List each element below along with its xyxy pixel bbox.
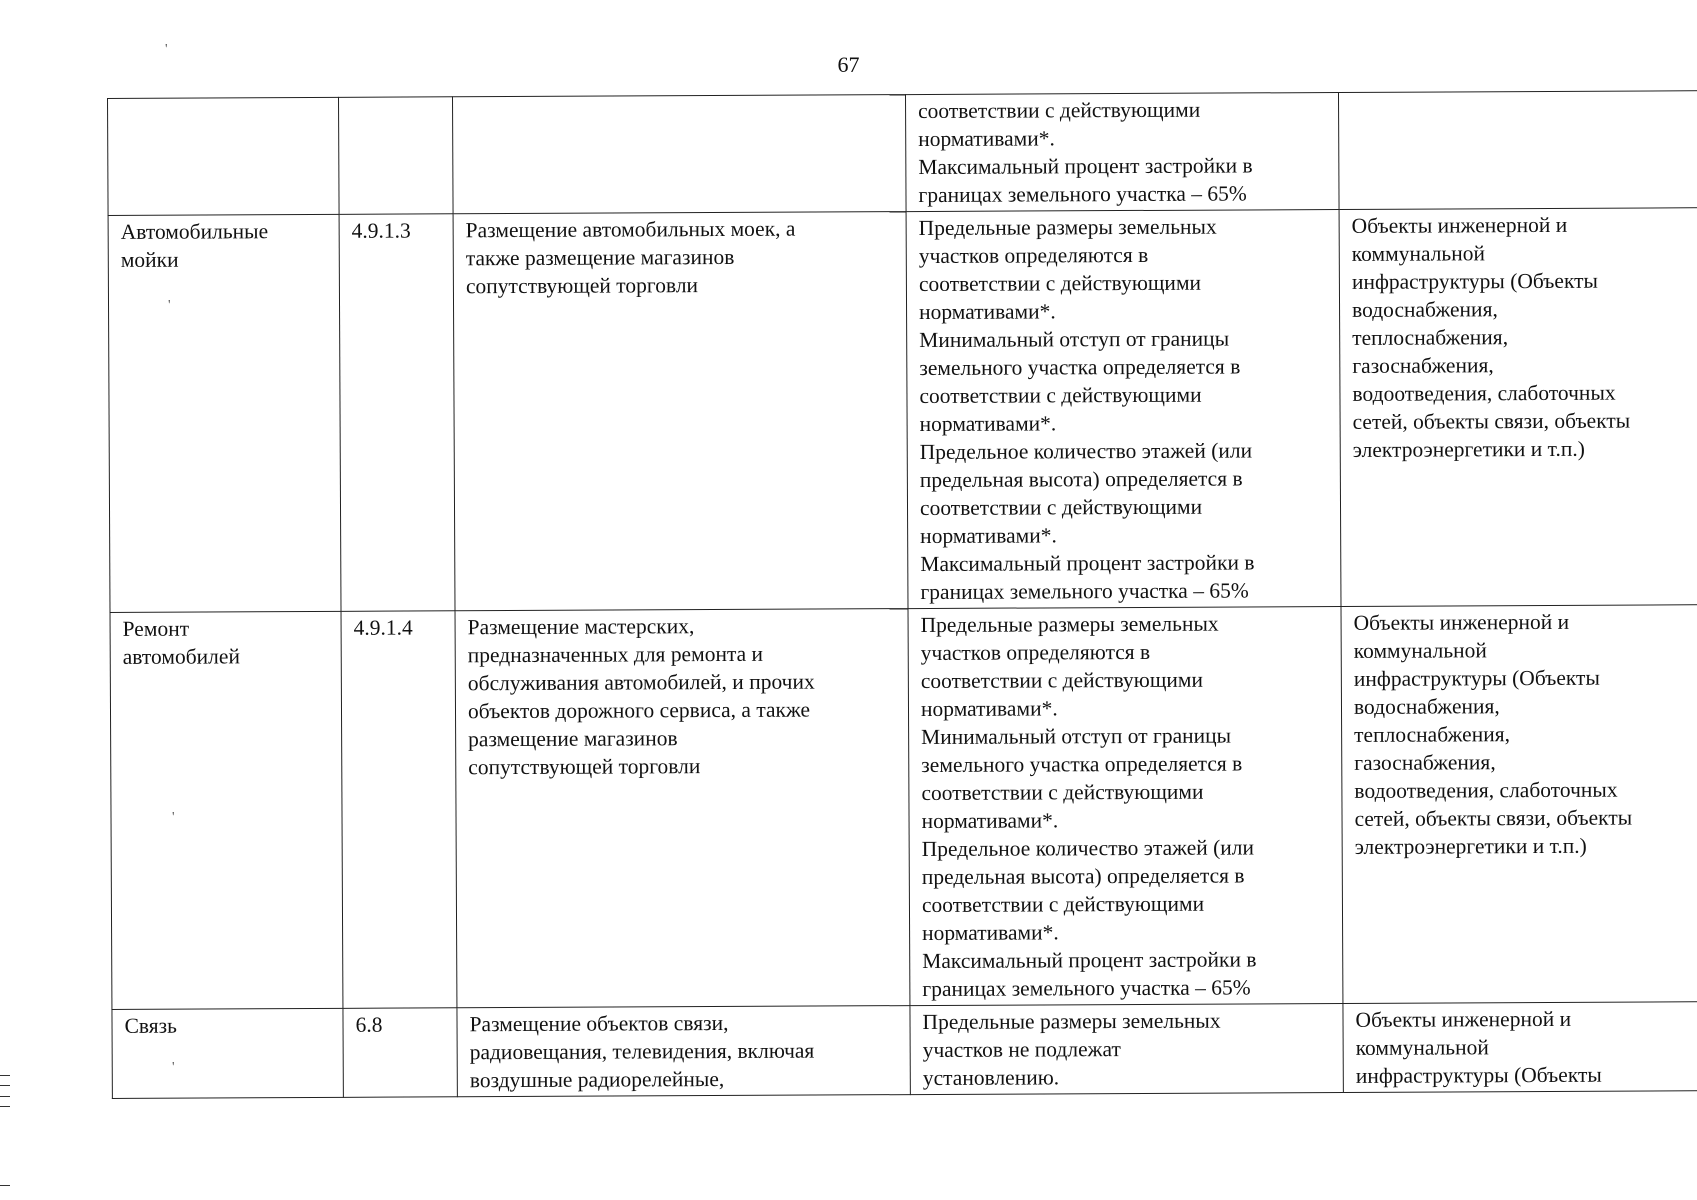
cell-name [108, 97, 340, 215]
cell-name: Автомобильные мойки [108, 214, 341, 612]
scan-edge-marks [0, 1075, 10, 1107]
cell-description: Размещение мастерских, предназначенных для ремонта и обслуживания автомобилей, и прочих объектов дорожного сервиса, а также размещение магазинов сопутствующей торговли [455, 609, 910, 1008]
table-row [108, 91, 1697, 216]
zoning-table [107, 90, 1697, 1099]
cell-name: Связь [112, 1008, 343, 1098]
cell-parameters: Предельные размеры земельных участков определяются в соответствии с действующими нормативами*. Минимальный отступ от границы земельного участка определяется в соответствии с действующими нормативами*. Предельное количество этажей (или предельная высота) определяется в соответствии с действующими нормативами*. Максимальный процент застройки в границах земельного участка – 65% [906, 209, 1341, 608]
scan-speck: ' [172, 1060, 175, 1075]
cell-description: Размещение объектов связи, радиовещания, телевидения, включая воздушные радиорелейные, [457, 1006, 910, 1097]
table-row [108, 208, 1697, 613]
zoning-table-container [107, 91, 1633, 1099]
cell-code: 4.9.1.3 [339, 214, 455, 612]
scan-edge-tick [0, 1185, 10, 1186]
cell-restrictions: Объекты инженерной и коммунальной инфраструктуры (Объекты водоснабжения, теплоснабжения, газоснабжения, водоотведения, слаботочных сетей, объекты связи, объекты электроэнергетики и т.п.) [1339, 208, 1697, 607]
cell-name: Ремонт автомобилей [110, 611, 343, 1009]
page-number: 67 [837, 52, 860, 77]
scan-speck: ' [172, 810, 175, 825]
cell-description: Размещение автомобильных моек, а также размещение магазинов сопутствующей торговли [453, 212, 908, 611]
cell-parameters: Предельные размеры земельных участков не подлежат установлению. [910, 1003, 1343, 1094]
table-row [112, 1002, 1697, 1099]
cell-code [338, 97, 453, 215]
table-row [110, 605, 1697, 1010]
cell-parameters: Предельные размеры земельных участков определяются в соответствии с действующими нормативами*. Минимальный отступ от границы земельного участка определяется в соответствии с действующими нормативами*. Предельное количество этажей (или предельная высота) определяется в соответствии с действующими нормативами*. Максимальный процент застройки в границах земельного участка – 65% [908, 606, 1343, 1005]
scan-speck: ' [165, 42, 168, 57]
cell-restrictions: Объекты инженерной и коммунальной инфраструктуры (Объекты водоснабжения, теплоснабжения, газоснабжения, водоотведения, слаботочных сетей, объекты связи, объекты электроэнергетики и т.п.) [1341, 605, 1697, 1004]
cell-description [452, 95, 906, 214]
cell-code: 6.8 [343, 1008, 457, 1098]
scan-speck: ' [168, 298, 171, 313]
cell-parameters: соответствии с действующими нормативами*. Максимальный процент застройки в границах земельного участка – 65% [905, 92, 1339, 211]
cell-restrictions: Объекты инженерной и коммунальной инфраструктуры (Объекты [1343, 1002, 1697, 1093]
cell-restrictions [1338, 91, 1697, 210]
cell-code: 4.9.1.4 [341, 611, 457, 1009]
